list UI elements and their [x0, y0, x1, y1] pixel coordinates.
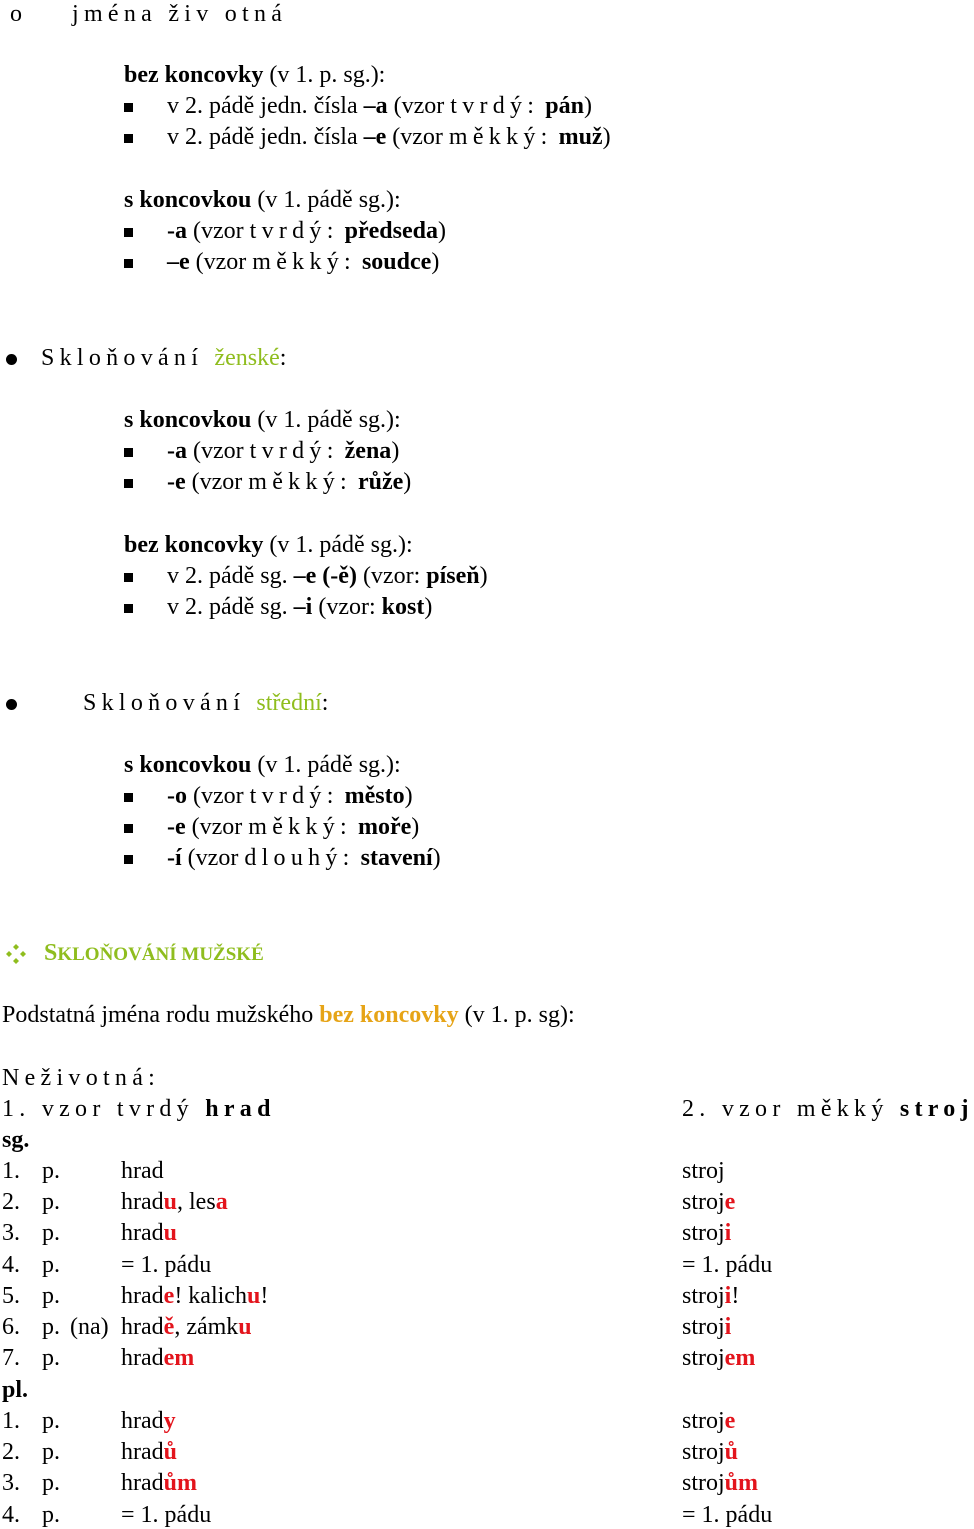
heading-text: s koncovkou — [124, 187, 252, 213]
heading-note: (v 1. pádě sg.): — [251, 752, 401, 778]
list-item — [124, 437, 399, 465]
item-ending: -a — [167, 218, 187, 244]
heading-text: bez koncovky — [124, 532, 264, 558]
form-ending: u — [163, 1189, 178, 1216]
form-ending: i — [724, 1282, 732, 1309]
form-stem: = 1. pádu — [121, 1501, 212, 1528]
item-text: (vzor — [185, 469, 249, 495]
case-number: 3. — [2, 1470, 20, 1497]
square-bullet-icon — [124, 479, 133, 488]
intro-text: (v 1. p. sg): — [458, 1002, 575, 1028]
item-ending: –e (-ě) — [293, 563, 357, 589]
intro-line — [2, 1001, 575, 1029]
heading-note: (v 1. pádě sg.): — [251, 407, 401, 433]
list-item — [124, 562, 488, 590]
case-number: 1. — [2, 1408, 20, 1434]
item-text: ) — [602, 124, 611, 150]
form-stem: stroj — [682, 1314, 725, 1340]
hrad-form — [121, 1219, 177, 1247]
case-abbrev: p. — [42, 1314, 60, 1340]
hrad-form — [121, 1438, 177, 1466]
item-text: ) — [438, 218, 446, 244]
square-bullet-icon — [124, 134, 133, 143]
form-stem: stroj — [682, 1345, 725, 1372]
form-stem: = 1. pádu — [682, 1501, 773, 1528]
intro-text: Podstatná jména rodu mužského — [2, 1002, 320, 1028]
vzor-label: 2. vzor měkký — [682, 1096, 900, 1122]
case-preposition: (na) — [70, 1314, 109, 1340]
case-number: 7. — [2, 1345, 20, 1372]
form-ending: e — [724, 1408, 736, 1434]
form-stem: hrad — [121, 1220, 164, 1247]
case-number: 2. — [2, 1439, 20, 1466]
form-stem: = 1. pádu — [682, 1251, 773, 1278]
form-ending: y — [163, 1408, 176, 1434]
item-example: předseda — [344, 218, 438, 244]
item-example: stavení — [360, 845, 433, 871]
stroj-form — [682, 1251, 772, 1279]
form-stem: stroj — [682, 1470, 725, 1497]
item-example: pán — [545, 93, 584, 119]
form-ending: e — [163, 1282, 175, 1309]
form-stem: , les — [177, 1189, 216, 1216]
item-text: v 2. pádě sg. — [167, 594, 294, 620]
section-colon: : — [279, 345, 287, 371]
case-abbrev: p. — [42, 1439, 60, 1466]
item-example: růže — [357, 469, 404, 495]
form-stem: stroj — [682, 1439, 725, 1466]
item-example: moře — [357, 814, 412, 840]
top-line — [10, 0, 287, 28]
form-stem: = 1. pádu — [121, 1251, 212, 1278]
case-abbrev: p. — [42, 1408, 60, 1434]
hrad-form — [121, 1157, 164, 1185]
section-colon: : — [321, 690, 329, 716]
stroj-form — [682, 1313, 731, 1341]
item-text: ) — [391, 438, 400, 464]
heading-smallcaps: MUŽSKÉ — [181, 944, 264, 965]
section-label: Skloňování — [83, 690, 257, 716]
form-stem: stroj — [682, 1189, 725, 1216]
hrad-form — [121, 1251, 211, 1279]
item-example: muž — [558, 124, 603, 150]
case-number: 4. — [2, 1501, 20, 1528]
list-item — [124, 593, 432, 621]
hrad-form — [121, 1282, 268, 1310]
form-ending: ů — [163, 1439, 178, 1466]
heading-note: (v 1. pádě sg.): — [263, 532, 413, 558]
vzor1-title — [2, 1095, 276, 1123]
form-stem: hrad — [121, 1314, 164, 1340]
case-abbrev: p. — [42, 1189, 60, 1216]
list-item — [124, 813, 419, 841]
case-abbrev: p. — [42, 1158, 60, 1184]
form-stem: hrad — [121, 1408, 164, 1434]
item-ending: –i — [293, 594, 313, 620]
case-abbrev: p. — [42, 1282, 60, 1309]
item-text: ) — [583, 93, 592, 119]
item-vzor: měkký: — [252, 249, 356, 275]
stroj-form — [682, 1469, 758, 1497]
item-vzor: měkký: — [248, 814, 352, 840]
case-number: 1. — [2, 1158, 20, 1184]
item-ending: –e — [167, 249, 190, 275]
item-text: ) — [404, 783, 413, 809]
masc-declension-heading — [4, 939, 264, 969]
list-item — [124, 92, 592, 120]
page-title: jména živ otná — [72, 1, 288, 27]
nezivotna-label: Neživotná: — [2, 1065, 161, 1091]
section-gender: střední — [256, 690, 322, 716]
square-bullet-icon — [124, 793, 133, 802]
item-example: kost — [381, 594, 425, 620]
heading-smallcaps: KLOŇOVÁNÍ — [57, 944, 182, 965]
item-example: píseň — [426, 563, 480, 589]
hrad-form — [121, 1344, 194, 1372]
diamond-bullet-icon — [4, 942, 28, 966]
form-stem: hrad — [121, 1439, 164, 1466]
case-abbrev: p. — [42, 1345, 60, 1372]
item-example: město — [344, 783, 405, 809]
vzor-label: 1. vzor tvrdý — [2, 1096, 206, 1122]
form-ending: e — [724, 1189, 736, 1216]
hrad-form — [121, 1469, 197, 1497]
item-text: ) — [432, 845, 441, 871]
item-ending: –a — [363, 93, 388, 119]
heading-initial: S — [44, 940, 58, 966]
form-ending: ů — [724, 1439, 739, 1466]
neut-section-heading — [6, 689, 328, 717]
square-bullet-icon — [124, 448, 133, 457]
square-bullet-icon — [124, 604, 133, 613]
heading-note: (v 1. p. sg.): — [263, 62, 386, 88]
form-ending: ům — [163, 1470, 197, 1497]
hrad-form — [121, 1407, 176, 1435]
masc-no-end-heading — [124, 61, 385, 89]
item-text: ) — [431, 249, 440, 275]
form-stem: stroj — [682, 1282, 725, 1309]
case-number: 5. — [2, 1282, 20, 1309]
item-text: (vzor: — [356, 563, 427, 589]
hrad-form — [121, 1313, 252, 1341]
round-bullet-icon — [6, 354, 17, 365]
stroj-form — [682, 1438, 738, 1466]
form-ending: ům — [724, 1470, 759, 1497]
form-stem: ! — [260, 1282, 269, 1309]
item-vzor: tvrdý: — [450, 93, 540, 119]
case-number: 4. — [2, 1251, 20, 1278]
fem-section-heading — [6, 344, 286, 372]
case-number: 3. — [2, 1220, 20, 1247]
stroj-form — [682, 1157, 725, 1185]
list-item — [124, 782, 413, 810]
intro-highlight: bez koncovky — [319, 1002, 459, 1028]
item-text: (vzor — [187, 783, 250, 809]
form-stem: hrad — [121, 1189, 164, 1216]
form-stem: stroj — [682, 1158, 725, 1184]
item-text: v 2. pádě jedn. čísla — [167, 124, 364, 150]
form-stem: stroj — [682, 1220, 725, 1247]
form-stem: hrad — [121, 1470, 164, 1497]
list-item — [124, 844, 441, 872]
heading-note: (v 1. pádě sg.): — [251, 187, 401, 213]
item-text: (vzor: — [312, 594, 382, 620]
heading-text: bez koncovky — [124, 62, 264, 88]
round-bullet-icon — [6, 699, 17, 710]
item-ending: -o — [167, 783, 187, 809]
square-bullet-icon — [124, 259, 133, 268]
square-bullet-icon — [124, 103, 133, 112]
vzor2-title — [682, 1095, 974, 1123]
vzor-word: hrad — [205, 1096, 276, 1122]
stroj-form — [682, 1501, 772, 1529]
item-text: ) — [411, 814, 420, 840]
case-abbrev: p. — [42, 1470, 60, 1497]
item-ending: -a — [167, 438, 187, 464]
item-vzor: měkký: — [448, 124, 553, 150]
list-item — [124, 248, 439, 276]
item-ending: –e — [363, 124, 387, 150]
form-stem: hrad — [121, 1282, 164, 1309]
case-number: 6. — [2, 1314, 20, 1340]
item-example: žena — [344, 438, 392, 464]
form-ending: a — [215, 1189, 228, 1216]
form-ending: u — [163, 1220, 178, 1247]
form-stem: ! — [731, 1282, 740, 1309]
item-text: (vzor — [189, 249, 253, 275]
form-ending: em — [163, 1345, 195, 1372]
form-ending: u — [238, 1314, 252, 1340]
fem-end-heading — [124, 406, 401, 434]
item-ending: -e — [167, 814, 186, 840]
item-text: (vzor — [386, 124, 449, 150]
item-ending: -í — [167, 845, 182, 871]
hrad-form — [121, 1501, 211, 1529]
pl-label: pl. — [2, 1377, 29, 1403]
form-stem: hrad — [121, 1345, 164, 1372]
item-text: (vzor — [187, 218, 250, 244]
neut-end-heading — [124, 751, 401, 779]
masc-end-heading — [124, 186, 401, 214]
list-marker: o — [10, 1, 22, 27]
item-text: (vzor — [185, 814, 249, 840]
item-text: (vzor — [187, 438, 250, 464]
form-stem: hrad — [121, 1158, 164, 1184]
square-bullet-icon — [124, 573, 133, 582]
list-item — [124, 123, 611, 151]
section-label: Skloňování — [41, 345, 215, 371]
form-stem: , zámk — [174, 1314, 239, 1340]
case-number: 2. — [2, 1189, 20, 1216]
item-vzor: tvrdý: — [249, 783, 339, 809]
item-vzor: dlouhý: — [244, 845, 355, 871]
stroj-form — [682, 1344, 755, 1372]
square-bullet-icon — [124, 855, 133, 864]
item-text: (vzor — [181, 845, 245, 871]
square-bullet-icon — [124, 824, 133, 833]
stroj-form — [682, 1407, 735, 1435]
case-abbrev: p. — [42, 1501, 60, 1528]
vzor-word: stroj — [899, 1096, 974, 1122]
heading-text: s koncovkou — [124, 752, 252, 778]
case-abbrev: p. — [42, 1220, 60, 1247]
form-stem: stroj — [682, 1408, 725, 1434]
item-ending: -e — [167, 469, 186, 495]
fem-no-end-heading — [124, 531, 413, 559]
heading-text: s koncovkou — [124, 407, 252, 433]
form-ending: i — [724, 1220, 732, 1247]
item-vzor: měkký: — [248, 469, 352, 495]
section-gender: ženské — [214, 345, 280, 371]
square-bullet-icon — [124, 228, 133, 237]
form-stem: ! kalich — [174, 1282, 247, 1309]
list-item — [124, 217, 446, 245]
item-text: ) — [424, 594, 433, 620]
hrad-form — [121, 1188, 228, 1216]
item-vzor: tvrdý: — [249, 438, 339, 464]
form-ending: u — [246, 1282, 261, 1309]
stroj-form — [682, 1188, 735, 1216]
stroj-form — [682, 1282, 739, 1310]
item-text: v 2. pádě sg. — [167, 563, 294, 589]
item-text: ) — [479, 563, 488, 589]
case-abbrev: p. — [42, 1251, 60, 1278]
list-item — [124, 468, 411, 496]
form-ending: em — [724, 1345, 756, 1372]
stroj-form — [682, 1219, 731, 1247]
item-vzor: tvrdý: — [249, 218, 339, 244]
sg-label: sg. — [2, 1127, 30, 1153]
item-example: soudce — [361, 249, 432, 275]
form-ending: i — [724, 1314, 732, 1340]
item-text: ) — [403, 469, 412, 495]
item-text: v 2. pádě jedn. čísla — [167, 93, 364, 119]
form-ending: ě — [163, 1314, 175, 1340]
item-text: (vzor — [387, 93, 451, 119]
